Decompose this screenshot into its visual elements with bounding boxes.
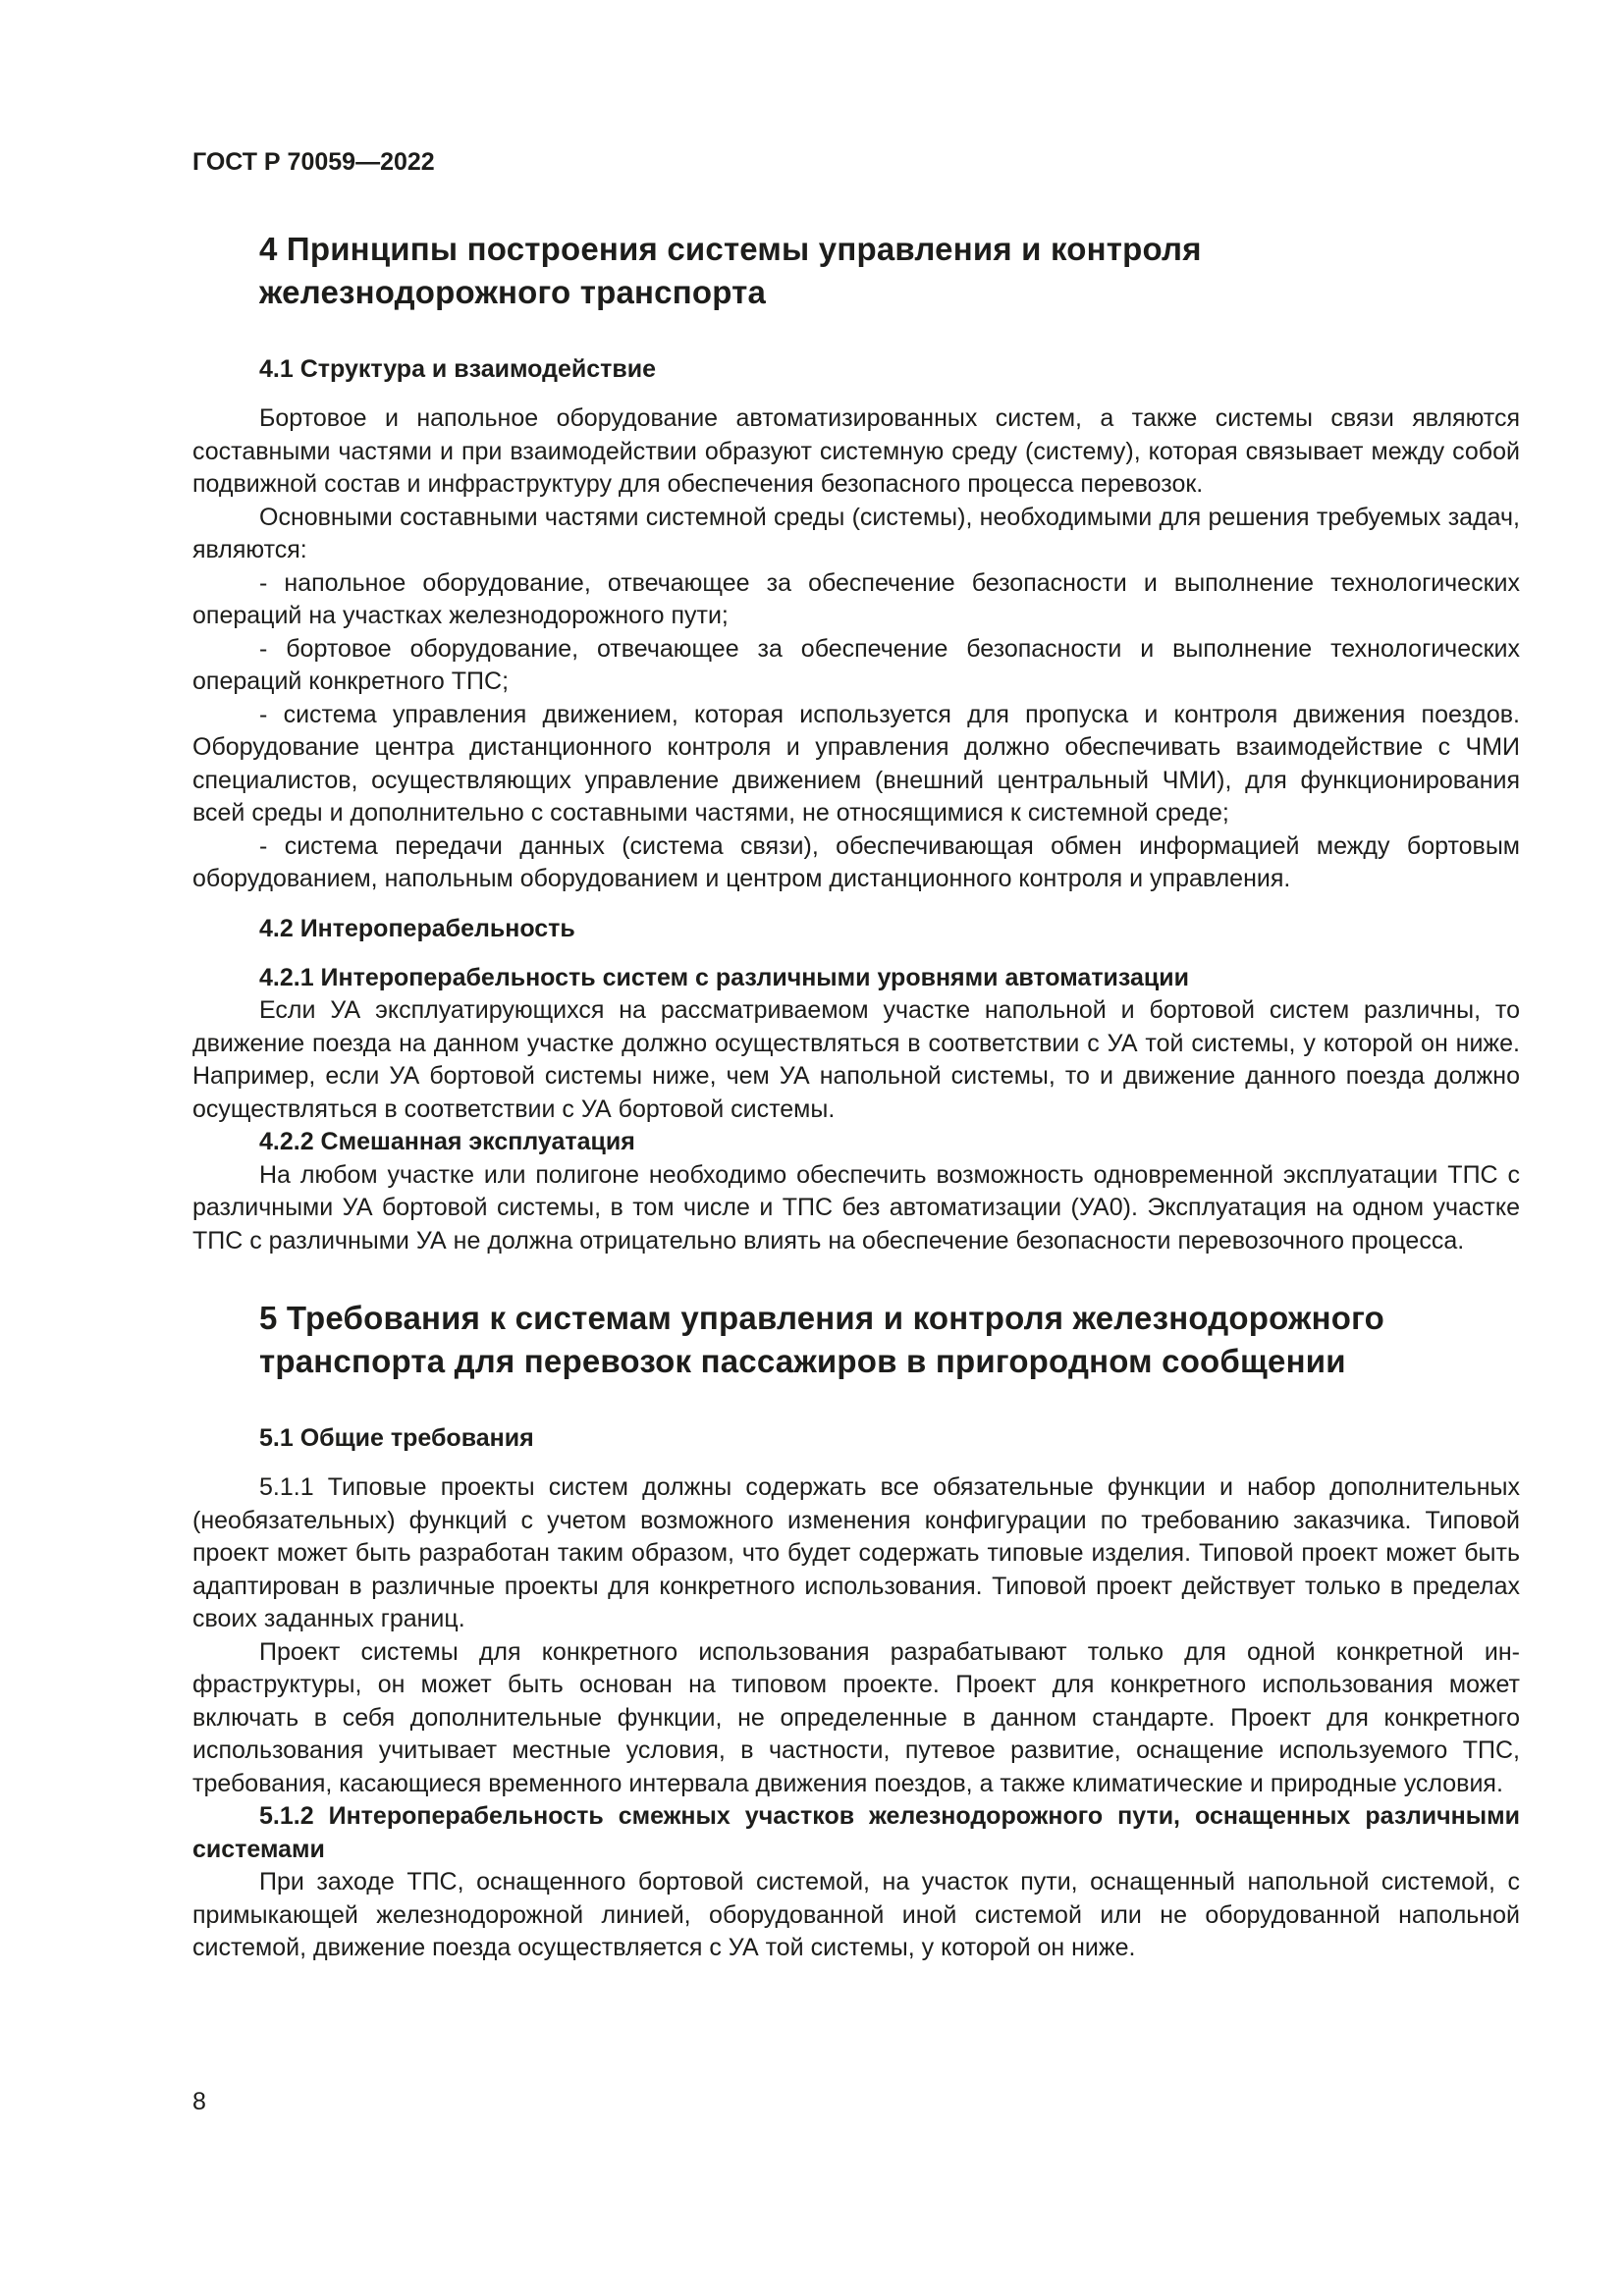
- list-item-4-1-4: - система передачи данных (система связи), обеспечивающая обмен информацией между бортовым оборудованием, напольным оборудованием и центром дистанционного контроля и управления.: [192, 831, 1520, 892]
- subsection-5-1-2-title: 5.1.2 Интероперабельность смежных участков железнодорожного пути, оснащенных различными системами: [192, 1802, 1520, 1863]
- subsection-4-2-2-title: 4.2.2 Смешанная эксплуатация: [259, 1128, 635, 1155]
- section-4-title-line-2: железнодорожного транспорта: [259, 274, 767, 310]
- paragraph-4-2-2: На любом участке или полигоне необходимо обеспечить возможность одновременной эксплуатации ТПС с различными УА бортовой системы, в том числе и ТПС без автоматизации (УА0). Эксплуатация на одном участке ТПС с различными УА не должна отрицательно влиять на обеспечение безопасности перевозочного процесса.: [192, 1160, 1520, 1255]
- section-5-title-line-2: транспорта для перевозок пассажиров в пригородном сообщении: [259, 1343, 1346, 1379]
- paragraph-4-2-1: Если УА эксплуатирующихся на рассматриваемом участке напольной и бортовой систем различны, то движение поезда на данном участке должно осуществляться в соответствии с УА той системы, у которой он ниже. Например, если УА бортовой системы ниже, чем УА напольной системы, то и движение данного поезда должно осуществляться в соответствии с УА бортовой системы.: [192, 996, 1520, 1123]
- list-item-4-1-1: - напольное оборудование, отвечающее за обеспечение безопасности и выполнение технологических операций на участках железнодорожного пути;: [192, 568, 1520, 629]
- subsection-4-2-1-title: 4.2.1 Интероперабельность систем с различными уровнями автоматизации: [259, 963, 1190, 991]
- section-5-title: [259, 1297, 1520, 1383]
- section-4-title-line-1: 4 Принципы построения системы управления и контроля: [259, 231, 1202, 267]
- section-5-title-line-1: 5 Требования к системам управления и контроля железнодорожного: [259, 1300, 1384, 1336]
- document-page: [192, 147, 1520, 1965]
- paragraph-5-1-1-cont: Проект системы для конкретного использования разрабатывают только для одной конкретной инфраструктуры, он может быть основан на типовом проекте. Проект для конкретного использования может включать в себя дополнительные функции, не определенные в данном стандарте. Проект для конкретного использования учитывает местные условия, в частности, путевое развитие, оснащение используемого ТПС, требования, касающиеся временного интервала движения поездов, а также климатические и природные условия.: [192, 1637, 1520, 1797]
- paragraph-4-1-1: Бортовое и напольное оборудование автоматизированных систем, а также системы связи являются составными частями и при взаимодействии образуют системную среду (систему), которая связывает между собой подвижной состав и инфраструктуру для обеспечения безопасного процесса перевозок.: [192, 404, 1520, 498]
- paragraph-5-1-2: При заходе ТПС, оснащенного бортовой системой, на участок пути, оснащенный напольной системой, с примыкающей железнодорожной линией, оборудованной иной системой или не оборудованной напольной системой, движение поезда осуществляется с УА той системы, у которой он ниже.: [192, 1868, 1520, 1961]
- paragraph-5-1-1: 5.1.1 Типовые проекты систем должны содержать все обязательные функции и набор дополнительных (необязательных) функций с учетом возможного изменения конфигурации по требованию заказчика. Типовой проект может быть разработан таким образом, что будет содержать типовые изделия. Типовой проект может быть адаптирован в различные проекты для конкретного использования. Типовой проект действует только в пределах своих заданных границ.: [192, 1473, 1520, 1632]
- list-item-4-1-3: - система управления движением, которая используется для пропуска и контроля движения поездов. Оборудование центра дистанционного контроля и управления должно обеспечивать взаимодействие с ЧМИ специалистов, осуществляющих управление движением (внешний центральный ЧМИ), для функционирования всей среды и дополнительно с составными частями, не относящимися к системной среде;: [192, 700, 1520, 827]
- subsection-4-1-title: 4.1 Структура и взаимодействие: [259, 355, 657, 383]
- page-number: 8: [192, 2088, 206, 2115]
- subsection-4-2-title: 4.2 Интероперабельность: [259, 914, 575, 942]
- document-code: ГОСТ Р 70059—2022: [192, 148, 435, 176]
- section-4-title: [259, 228, 1520, 314]
- paragraph-4-1-2: Основными составными частями системной среды (системы), необходимыми для решения требуемых задач, являются:: [192, 503, 1520, 563]
- subsection-5-1-title: 5.1 Общие требования: [259, 1424, 534, 1452]
- list-item-4-1-2: - бортовое оборудование, отвечающее за обеспечение безопасности и выполнение технологических операций конкретного ТПС;: [192, 634, 1520, 695]
